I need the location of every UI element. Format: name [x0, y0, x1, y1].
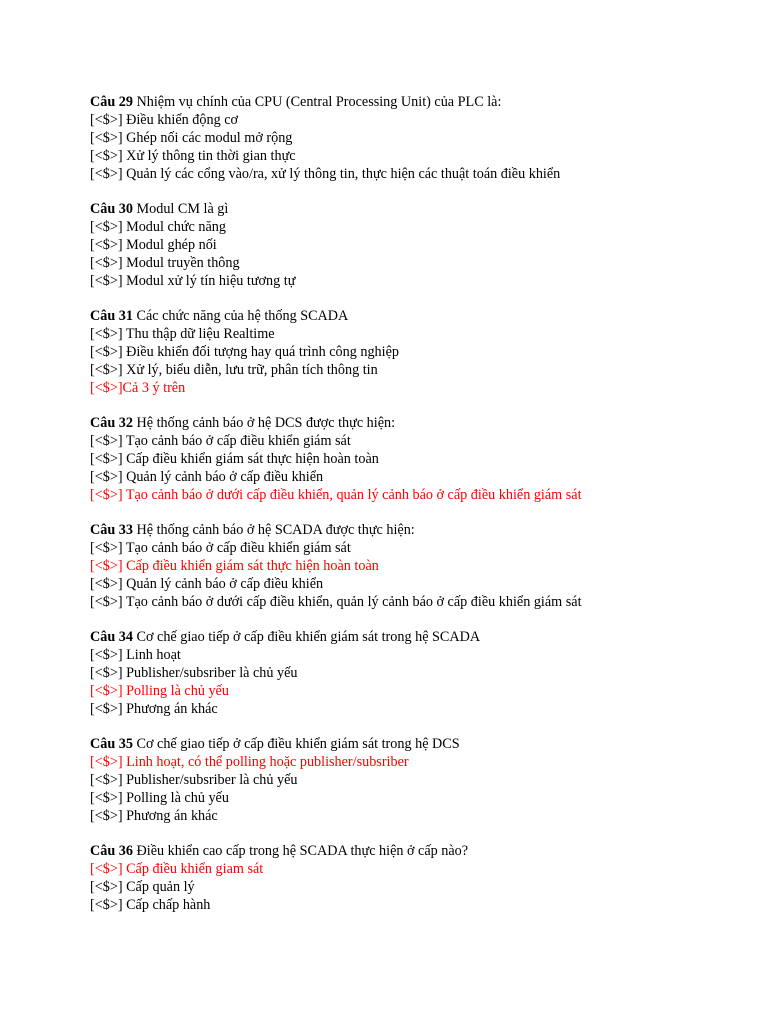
question-text: Cơ chế giao tiếp ở cấp điều khiển giám sát trong hệ DCS — [132, 736, 460, 753]
question-29 — [90, 94, 750, 183]
question-33 — [90, 522, 750, 611]
question-header — [90, 736, 750, 754]
answer-option: [<$>] Cấp chấp hành — [90, 897, 211, 913]
answer-option-correct: [<$>] Cấp điều khiển giám sát thực hiện hoàn toàn — [90, 557, 379, 574]
question-header — [90, 308, 750, 326]
answer-option: [<$>] Thu thập dữ liệu Realtime — [90, 325, 275, 342]
question-number: Câu 35 — [90, 736, 133, 753]
answer-option: [<$>] Quản lý cảnh báo ở cấp điều khiển — [90, 468, 324, 485]
question-number: Câu 36 — [90, 843, 133, 860]
answer-option-correct: [<$>] Linh hoạt, có thể polling hoặc publisher/subsriber — [90, 754, 409, 771]
answer-option: [<$>] Polling là chủ yếu — [90, 789, 229, 806]
document-page — [90, 94, 750, 932]
question-30 — [90, 201, 750, 290]
question-34 — [90, 629, 750, 718]
question-header — [90, 843, 750, 861]
answer-option: [<$>] Phương án khác — [90, 700, 218, 717]
answer-option: [<$>] Quản lý các cổng vào/ra, xử lý thông tin, thực hiện các thuật toán điều khiển — [90, 165, 561, 182]
question-header — [90, 629, 750, 647]
question-number: Câu 34 — [90, 629, 133, 646]
question-text: Cơ chế giao tiếp ở cấp điều khiển giám sát trong hệ SCADA — [132, 629, 481, 646]
question-32 — [90, 415, 750, 504]
answer-option: [<$>] Modul ghép nối — [90, 236, 217, 253]
answer-option: [<$>] Publisher/subsriber là chủ yếu — [90, 665, 298, 682]
question-number: Câu 29 — [90, 94, 133, 110]
question-text: Điều khiển cao cấp trong hệ SCADA thực hiện ở cấp nào? — [132, 843, 469, 860]
answer-option: [<$>] Xử lý, biểu diễn, lưu trữ, phân tích thông tin — [90, 361, 378, 378]
answer-option-correct: [<$>] Tạo cảnh báo ở dưới cấp điều khiển, quản lý cảnh báo ở cấp điều khiển giám sát — [90, 486, 582, 503]
question-header — [90, 201, 750, 219]
answer-option-correct: [<$>] Cấp điều khiển giam sát — [90, 861, 264, 878]
answer-option: [<$>] Modul truyền thông — [90, 254, 240, 271]
answer-option: [<$>] Tạo cảnh báo ở cấp điều khiển giám sát — [90, 540, 351, 557]
answer-option: [<$>] Publisher/subsriber là chủ yếu — [90, 772, 298, 789]
answer-option: [<$>] Điều khiển động cơ — [90, 111, 239, 128]
answer-option: [<$>] Tạo cảnh báo ở cấp điều khiển giám sát — [90, 433, 351, 450]
answer-option: [<$>] Linh hoạt — [90, 647, 181, 664]
question-number: Câu 33 — [90, 522, 133, 539]
question-number: Câu 32 — [90, 415, 133, 432]
answer-option: [<$>] Modul chức năng — [90, 218, 226, 235]
question-35 — [90, 736, 750, 825]
answer-option-correct: [<$>] Polling là chủ yếu — [90, 682, 229, 699]
question-text: Hệ thống cảnh báo ở hệ SCADA được thực hiện: — [132, 522, 415, 539]
question-text: Các chức năng của hệ thống SCADA — [132, 308, 349, 325]
answer-option: [<$>] Tạo cảnh báo ở dưới cấp điều khiển, quản lý cảnh báo ở cấp điều khiển giám sát — [90, 593, 582, 610]
question-text: Modul CM là gì — [132, 201, 229, 218]
answer-option: [<$>] Cấp điều khiển giám sát thực hiện hoàn toàn — [90, 450, 379, 467]
answer-option: [<$>] Phương án khác — [90, 807, 218, 824]
answer-option: [<$>] Quản lý cảnh báo ở cấp điều khiển — [90, 575, 324, 592]
answer-option: [<$>] Modul xử lý tín hiệu tương tự — [90, 272, 296, 289]
answer-option: [<$>] Xử lý thông tin thời gian thực — [90, 147, 296, 164]
question-header — [90, 415, 750, 433]
question-header — [90, 522, 750, 540]
answer-option: [<$>] Điều khiển đối tượng hay quá trình công nghiệp — [90, 343, 399, 360]
question-36 — [90, 843, 750, 915]
answer-option: [<$>] Cấp quản lý — [90, 879, 195, 896]
answer-option: [<$>] Ghép nối các modul mở rộng — [90, 129, 293, 146]
question-31 — [90, 308, 750, 397]
question-header — [90, 94, 750, 112]
question-text: Hệ thống cảnh báo ở hệ DCS được thực hiện: — [132, 415, 396, 432]
question-number: Câu 30 — [90, 201, 133, 218]
question-number: Câu 31 — [90, 308, 133, 325]
question-text: Nhiệm vụ chính của CPU (Central Processing Unit) của PLC là: — [132, 94, 502, 110]
answer-option-correct: [<$>]Cả 3 ý trên — [90, 379, 186, 396]
